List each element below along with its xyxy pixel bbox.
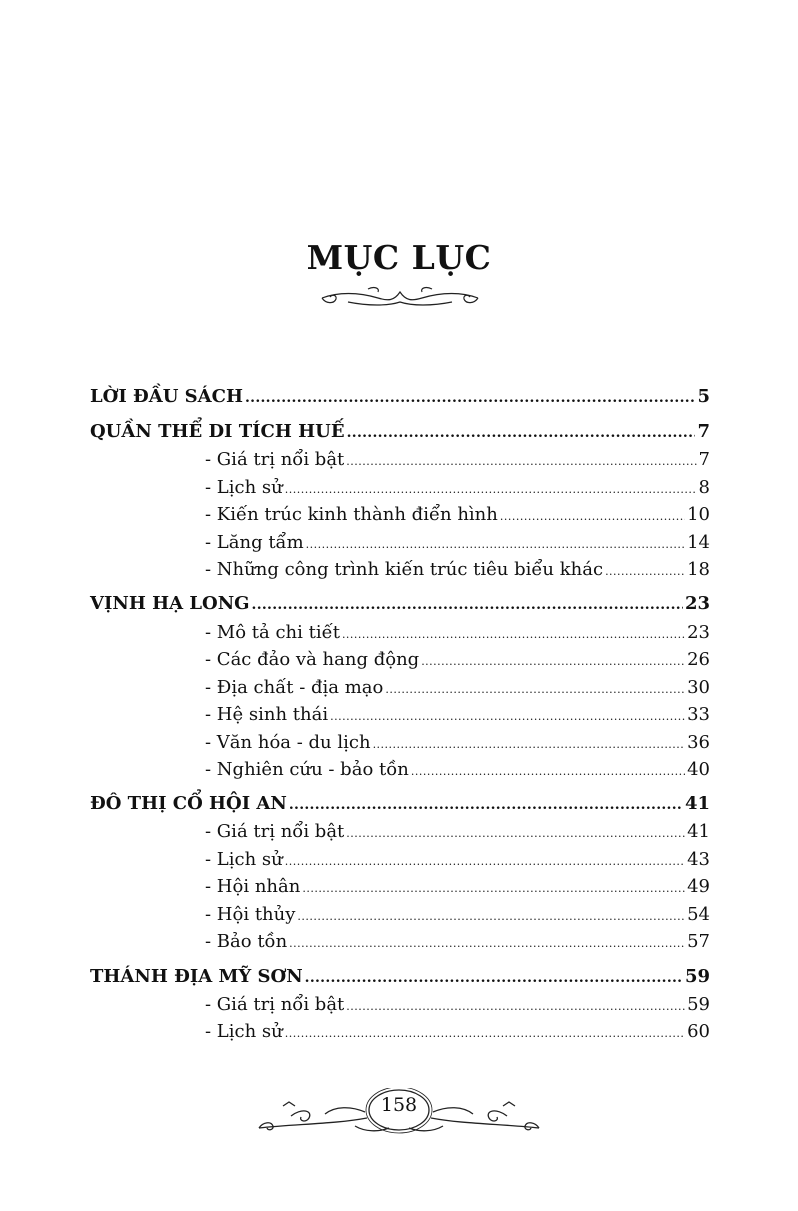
toc-entry[interactable]: - Địa chất - địa mạo ..... 30 bbox=[205, 677, 710, 703]
toc-entry[interactable]: QUẦN THỂ DI TÍCH HUẾ ..... 7 bbox=[90, 421, 710, 447]
toc-entry[interactable]: - Lịch sử ..... 8 bbox=[205, 477, 710, 503]
toc-entry[interactable]: - Văn hóa - du lịch ..... 36 bbox=[205, 732, 710, 758]
toc-entry[interactable]: - Mô tả chi tiết ..... 23 bbox=[205, 622, 710, 648]
toc-entry[interactable]: - Nghiên cứu - bảo tồn ..... 40 bbox=[205, 759, 710, 785]
toc-entry[interactable]: - Bảo tồn ..... 57 bbox=[205, 931, 710, 957]
toc-entry[interactable]: THÁNH ĐỊA MỸ SƠN ..... 59 bbox=[90, 966, 710, 992]
toc-entry[interactable]: - Giá trị nổi bật ..... 7 bbox=[205, 449, 710, 475]
toc-entry[interactable]: - Hội nhân ..... 49 bbox=[205, 876, 710, 902]
toc-entry[interactable]: - Giá trị nổi bật ..... 59 bbox=[205, 994, 710, 1020]
toc-entry[interactable]: - Các đảo và hang động ..... 26 bbox=[205, 649, 710, 675]
toc-entry[interactable]: - Giá trị nổi bật ..... 41 bbox=[205, 821, 710, 847]
toc-entry[interactable]: ĐÔ THỊ CỔ HỘI AN ..... 41 bbox=[90, 793, 710, 819]
flourish-ornament-icon bbox=[318, 284, 482, 310]
page-title: MỤC LỤC bbox=[306, 238, 492, 277]
toc-entry[interactable]: - Những công trình kiến trúc tiêu biểu khác ..... 18 bbox=[205, 559, 710, 585]
page-number: 158 bbox=[380, 1094, 418, 1116]
toc-entry[interactable]: LỜI ĐẦU SÁCH ..... 5 bbox=[90, 386, 710, 412]
toc-entry[interactable]: - Hội thủy ..... 54 bbox=[205, 904, 710, 930]
toc-entry[interactable]: - Kiến trúc kinh thành điển hình ..... 10 bbox=[205, 504, 710, 530]
toc-entry[interactable]: - Lịch sử ..... 43 bbox=[205, 849, 710, 875]
toc-entry[interactable]: - Hệ sinh thái ..... 33 bbox=[205, 704, 710, 730]
toc-entry[interactable]: - Lịch sử ..... 60 bbox=[205, 1021, 710, 1047]
toc-entry[interactable]: VỊNH HẠ LONG ..... 23 bbox=[90, 593, 710, 619]
toc-entry[interactable]: - Lăng tẩm ..... 14 bbox=[205, 532, 710, 558]
